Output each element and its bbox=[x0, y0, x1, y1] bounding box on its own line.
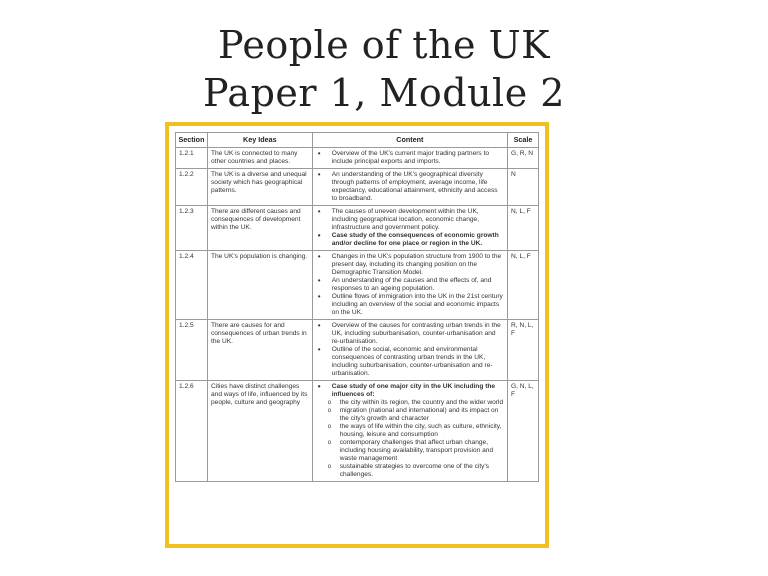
header-content: Content bbox=[312, 133, 507, 148]
key-idea-cell: The UK is a diverse and unequal society which has geographical patterns. bbox=[207, 169, 312, 206]
content-item: • Overview of the UK's current major trading partners to include principal exports and imports. bbox=[316, 150, 504, 166]
content-cell bbox=[312, 320, 507, 381]
scale-cell: G, N, L, F bbox=[508, 381, 539, 482]
section-cell: 1.2.5 bbox=[176, 320, 208, 381]
key-idea-cell: The UK is connected to many other countries and places. bbox=[207, 148, 312, 169]
table-row bbox=[176, 381, 539, 482]
header-scale: Scale bbox=[508, 133, 539, 148]
sub-item: o migration (national and international) and its impact on the city's growth and character bbox=[316, 407, 504, 423]
content-item: • The causes of uneven development within the UK, including geographical location, economic change, infrastructure and government policy. bbox=[316, 208, 504, 232]
content-cell bbox=[312, 169, 507, 206]
scale-cell: R, N, L, F bbox=[508, 320, 539, 381]
content-item: • An understanding of the UK's geographical diversity through patterns of employment, average income, life expectancy, educational attainment, ethnicity and access to broadband. bbox=[316, 171, 504, 203]
key-idea-cell: The UK's population is changing. bbox=[207, 251, 312, 320]
section-cell: 1.2.2 bbox=[176, 169, 208, 206]
content-item: • An understanding of the causes and the effects of, and responses to an ageing population. bbox=[316, 277, 504, 293]
header-section: Section bbox=[176, 133, 208, 148]
table-row bbox=[176, 251, 539, 320]
scale-cell: N, L, F bbox=[508, 206, 539, 251]
content-item: • Outline flows of immigration into the UK in the 21st century including an overview of the social and economic impacts on the UK. bbox=[316, 293, 504, 317]
section-cell: 1.2.6 bbox=[176, 381, 208, 482]
scale-cell: G, R, N bbox=[508, 148, 539, 169]
sub-item: o sustainable strategies to overcome one of the city's challenges. bbox=[316, 463, 504, 479]
header-key-ideas: Key Ideas bbox=[207, 133, 312, 148]
section-cell: 1.2.1 bbox=[176, 148, 208, 169]
scale-cell: N bbox=[508, 169, 539, 206]
case-study-item: • Case study of one major city in the UK including the influences of: bbox=[316, 383, 504, 399]
scale-cell: N, L, F bbox=[508, 251, 539, 320]
content-item: • Outline of the social, economic and environmental consequences of contrasting urban trends in the UK, including suburbanisation, counter-urbanisation and re-urbanisation. bbox=[316, 346, 504, 378]
table-row bbox=[176, 169, 539, 206]
content-cell bbox=[312, 381, 507, 482]
table-row bbox=[176, 320, 539, 381]
spec-table-frame bbox=[165, 122, 549, 548]
spec-table bbox=[175, 132, 539, 482]
sub-item: o the ways of life within the city, such as culture, ethnicity, housing, leisure and consumption bbox=[316, 423, 504, 439]
case-study-item: • Case study of the consequences of economic growth and/or decline for one place or region in the UK. bbox=[316, 232, 504, 248]
content-cell bbox=[312, 206, 507, 251]
key-idea-cell: There are causes for and consequences of urban trends in the UK. bbox=[207, 320, 312, 381]
content-item: • Changes in the UK's population structure from 1900 to the present day, including its changing position on the Demographic Transition Model. bbox=[316, 253, 504, 277]
table-row bbox=[176, 206, 539, 251]
sub-list bbox=[316, 399, 504, 479]
sub-item: o the city within its region, the country and the wider world bbox=[316, 399, 504, 407]
table-row bbox=[176, 148, 539, 169]
table-header-row bbox=[176, 133, 539, 148]
content-item: • Overview of the causes for contrasting urban trends in the UK, including suburbanisation, counter-urbanisation and re-urbanisation. bbox=[316, 322, 504, 346]
content-cell bbox=[312, 251, 507, 320]
sub-item: o contemporary challenges that affect urban change, including housing availability, transport provision and waste management bbox=[316, 439, 504, 463]
key-idea-cell: There are different causes and consequences of development within the UK. bbox=[207, 206, 312, 251]
key-idea-cell: Cities have distinct challenges and ways of life, influenced by its people, culture and geography bbox=[207, 381, 312, 482]
section-cell: 1.2.3 bbox=[176, 206, 208, 251]
slide-title: People of the UK bbox=[217, 23, 551, 67]
section-cell: 1.2.4 bbox=[176, 251, 208, 320]
content-cell bbox=[312, 148, 507, 169]
slide-subtitle: Paper 1, Module 2 bbox=[203, 71, 565, 115]
